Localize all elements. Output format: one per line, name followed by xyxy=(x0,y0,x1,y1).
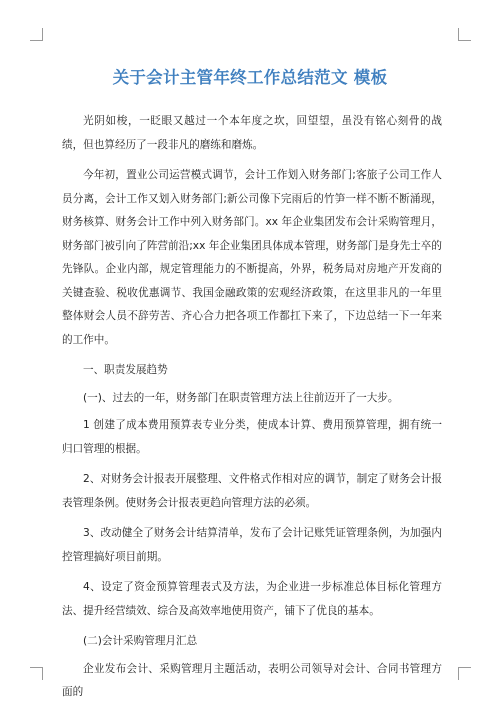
document-title: 关于会计主管年终工作总结范文 模板 xyxy=(112,68,388,87)
subsection-heading: (一)、过去的一年，财务部门在职责管理方法上往前迈开了一大步。 xyxy=(83,391,399,404)
document-body xyxy=(62,110,442,712)
crop-mark-bottom-right xyxy=(458,667,471,680)
list-item: 4、设定了资金预算管理表式及方法，为企业进一步标准总体目标化管理方法、提升经营绩效、综合及高效率地使用资产，铺下了优良的基本。 xyxy=(62,581,442,617)
paragraph-body: 企业发布会计、采购管理月主题活动，表明公司领导对会计、合同书管理方面的 xyxy=(62,662,442,698)
paragraph-overview: 今年初，置业公司运营模式调节，会计工作划入财务部门;客旅子公司工作人员分离，会计工作又划入财务部门;新公司像下完雨后的竹笋一样不断不断涌现，财务核算、财务会计工作中列入财务部门。xx 年企业集团发布会计采购管理月，财务部门被引向了阵营前沿;xx 年企业集团具体成本管理，财务部门是身先士卒的先锋队。企业内部，规定管理能力的不断提高，外界，税务局对房地产开发商的关键查验、税收优惠调节、我国金融政策的宏观经济政策，在这里非凡的一年里整体财会人员不辞劳苦、齐心合力把各项工作都扛下来了，下边总结一下一年来的工作中。 xyxy=(62,169,442,346)
list-item: 1 创建了成本费用预算表专业分类，使成本计算、费用预算管理，拥有统一归口管理的根据。 xyxy=(62,419,442,455)
crop-mark-top-left xyxy=(30,28,43,41)
section-heading: 一、职责发展趋势 xyxy=(83,364,168,376)
crop-mark-bottom-left xyxy=(30,667,43,680)
list-item: 3、改动健全了财务会计结算清单，发布了会计记账凭证管理条例，为加强内控管理搞好项目前期。 xyxy=(62,527,442,563)
list-item: 2、对财务会计报表开展整理、文件格式作相对应的调节，制定了财务会计报表管理条例。使财务会计报表更趋向管理方法的必须。 xyxy=(62,473,442,509)
subsection-heading: (二)会计采购管理月汇总 xyxy=(83,635,198,647)
crop-mark-top-right xyxy=(458,28,471,41)
paragraph-intro: 光阴如梭，一眨眼又越过一个本年度之坎，回望望，虽没有铭心刻骨的战绩，但也算经历了一段非凡的磨练和磨炼。 xyxy=(62,115,442,151)
